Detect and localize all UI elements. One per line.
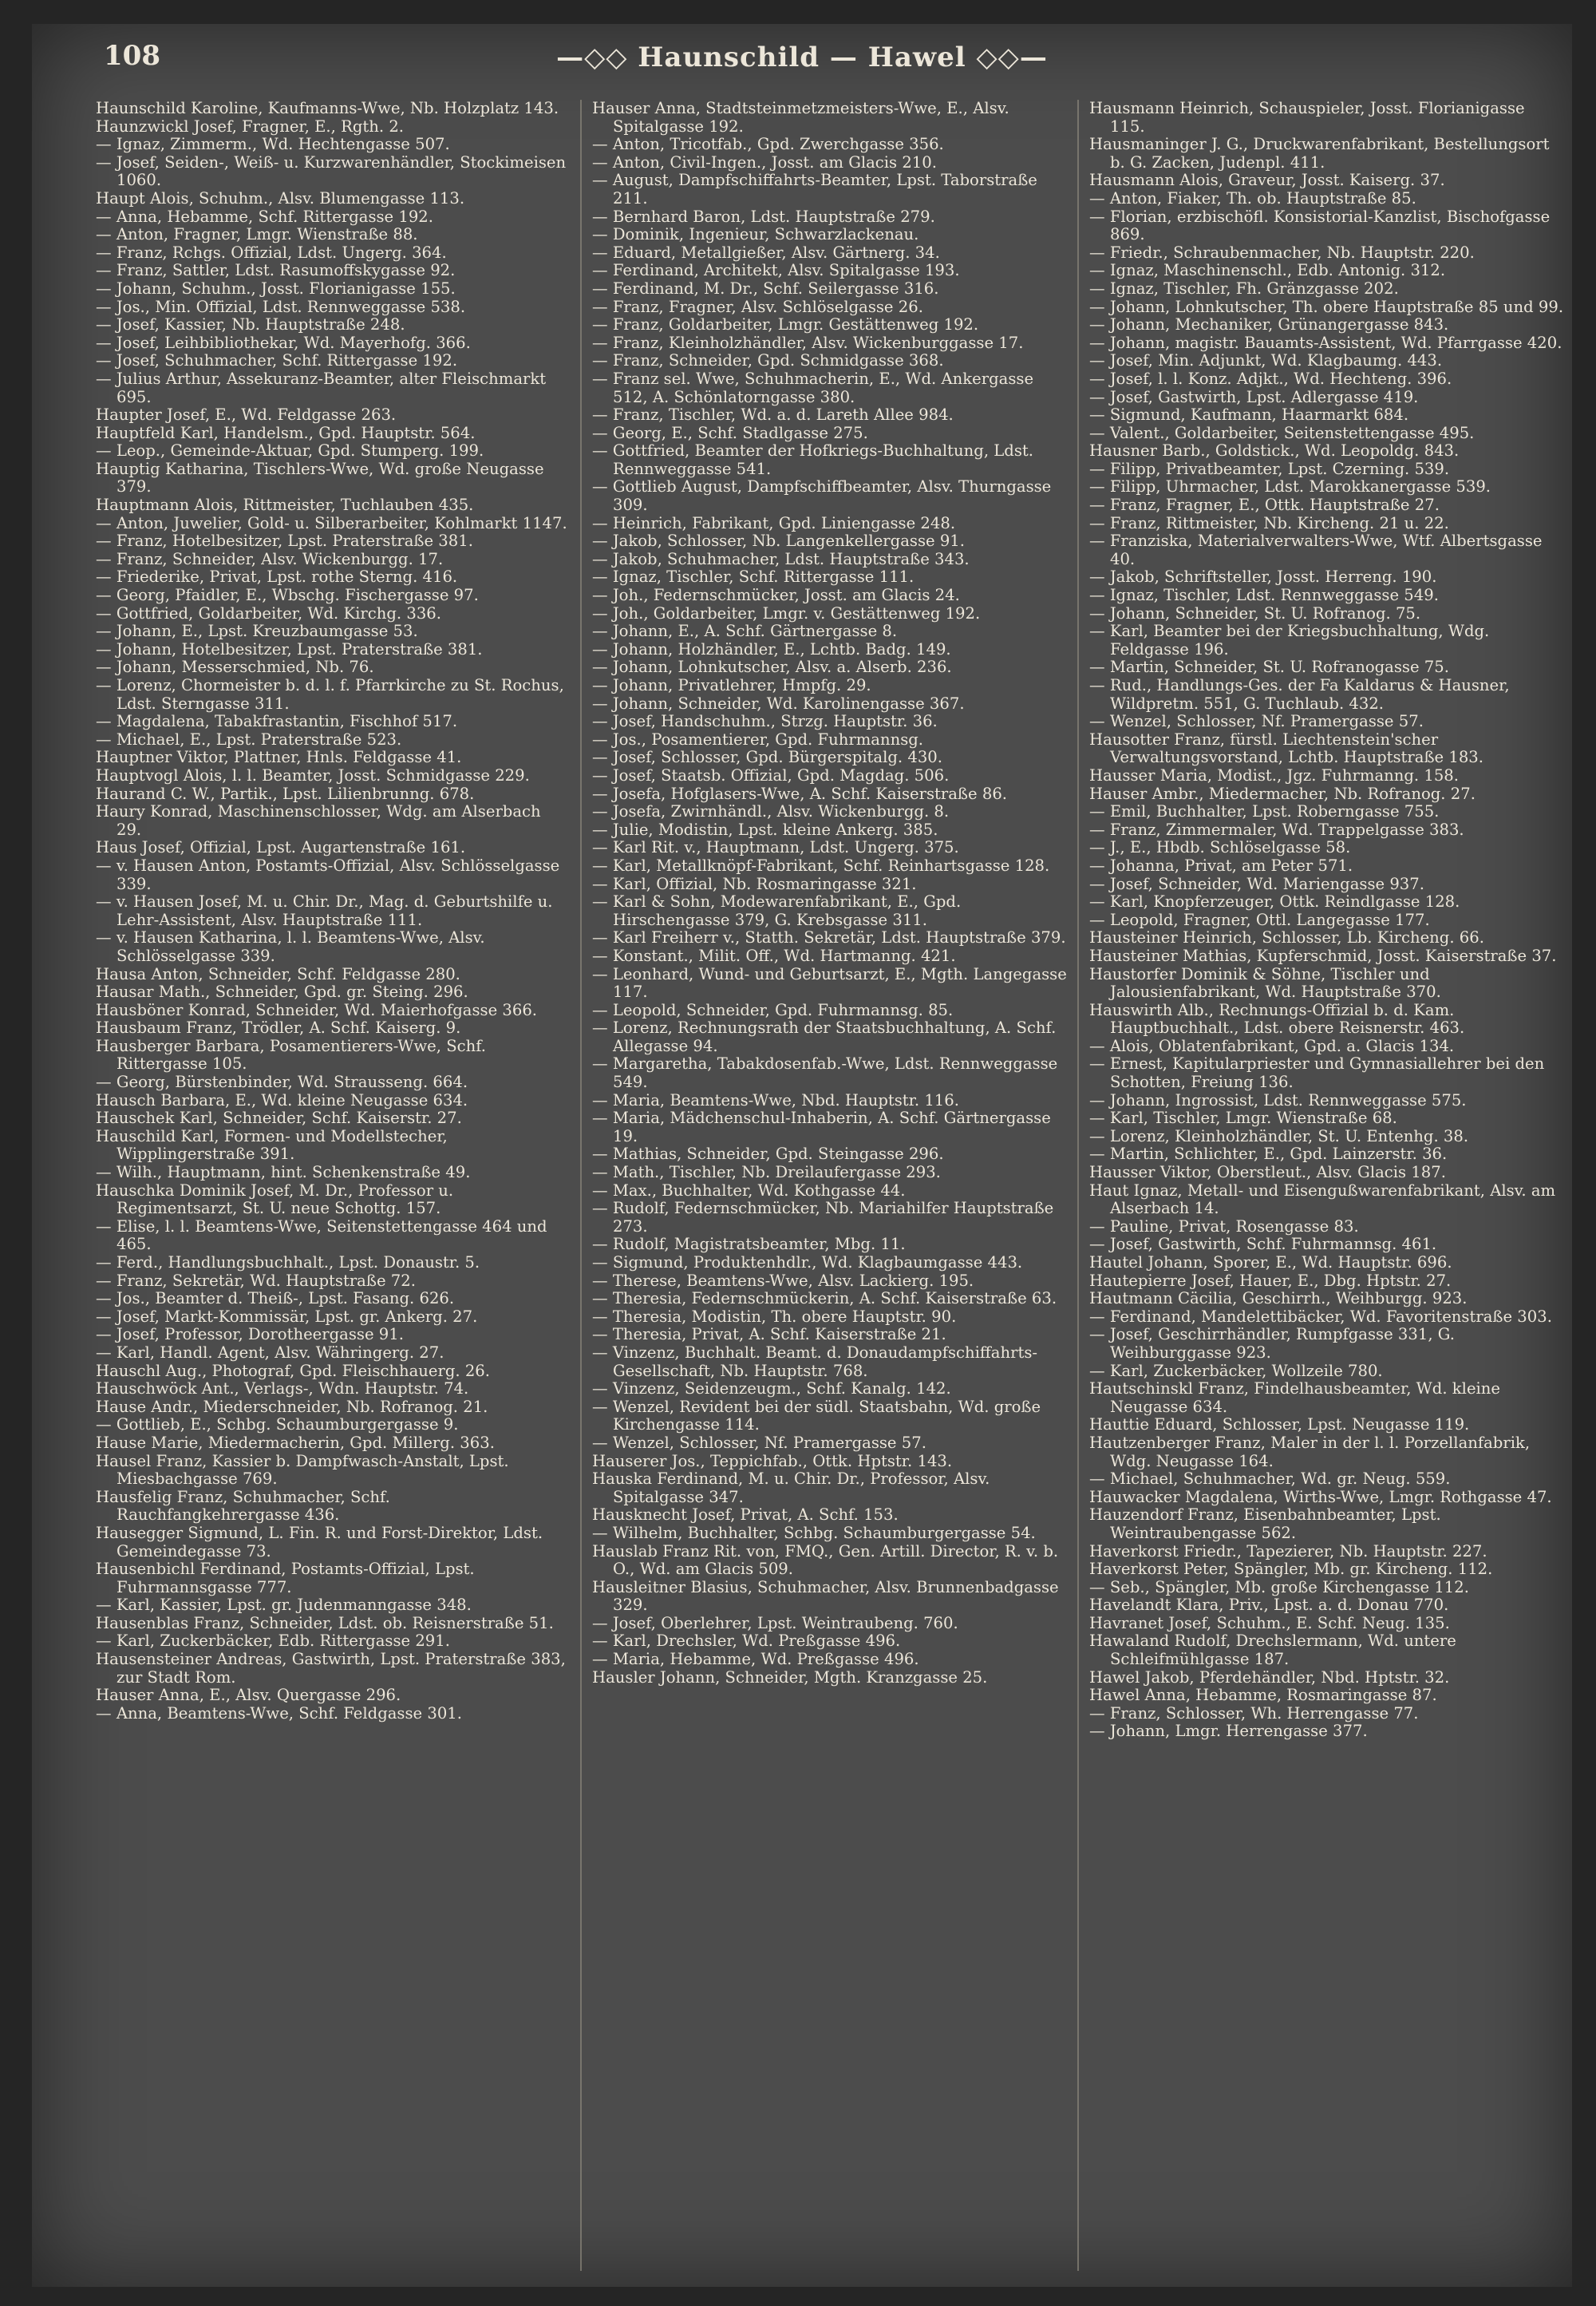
directory-entry: — Karl, Zuckerbäcker, Edb. Rittergasse 291. <box>96 1632 450 1651</box>
directory-entry: — Gottlieb August, Dampfschiffbeamter, Alsv. Thurngasse 309. <box>592 477 1052 515</box>
directory-entry: — Ferdinand, Architekt, Alsv. Spitalgasse 193. <box>592 261 960 280</box>
directory-entry: — Michael, Schuhmacher, Wd. gr. Neug. 559. <box>1089 1469 1451 1489</box>
directory-entry: Hausel Franz, Kassier b. Dampfwasch-Anstalt, Lpst. Miesbachgasse 769. <box>96 1451 509 1489</box>
directory-entry: — Sigmund, Produktenhdlr., Wd. Klagbaumgasse 443. <box>592 1253 1023 1272</box>
column-3 <box>1089 100 1564 2279</box>
directory-entry: — Johann, E., Lpst. Kreuzbaumgasse 53. <box>96 622 418 641</box>
directory-entry: Hauslab Franz Rit. von, FMQ., Gen. Artill. Director, R. v. b. O., Wd. am Glacis 509. <box>592 1541 1059 1579</box>
directory-entry: — Franz, Zimmermaler, Wd. Trappelgasse 383. <box>1089 820 1464 839</box>
directory-entry: Hauschwöck Ant., Verlags-, Wdn. Hauptstr. 74. <box>96 1379 469 1398</box>
directory-entry: Hauptmann Alois, Rittmeister, Tuchlauben 435. <box>96 496 474 515</box>
directory-entry: — Josefa, Zwirnhändl., Alsv. Wickenburgg. 8. <box>592 802 950 821</box>
column-divider <box>1077 100 1079 2271</box>
directory-entry: Hauswirth Alb., Rechnungs-Offizial b. d. Kam. Hauptbuchhalt., Ldst. obere Reisnerstr. 463. <box>1089 1000 1465 1038</box>
directory-columns <box>96 100 1572 2279</box>
directory-entry: — Franz, Fragner, Alsv. Schlöselgasse 26. <box>592 297 923 316</box>
directory-entry: — Wilhelm, Buchhalter, Schbg. Schaumburgergasse 54. <box>592 1523 1036 1542</box>
directory-entry: — Franz sel. Wwe, Schuhmacherin, E., Wd. Ankergasse 512, A. Schönlatorngasse 380. <box>592 369 1034 406</box>
directory-entry: — J., E., Hbdb. Schlöselgasse 58. <box>1089 838 1351 857</box>
directory-entry: — Lorenz, Chormeister b. d. l. f. Pfarrkirche zu St. Rochus, Ldst. Sterngasse 311. <box>96 676 564 713</box>
directory-entry: — Jakob, Schuhmacher, Ldst. Hauptstraße 343. <box>592 549 970 568</box>
running-head: —◇◇ Haunschild — Hawel ◇◇— <box>556 42 1048 73</box>
directory-entry: — Math., Tischler, Nb. Dreilaufergasse 293. <box>592 1163 941 1182</box>
directory-entry: — Elise, l. l. Beamtens-Wwe, Seitenstettengasse 464 und 465. <box>96 1216 547 1254</box>
directory-entry: — Karl, Metallknöpf-Fabrikant, Schf. Reinhartsgasse 128. <box>592 856 1050 875</box>
directory-entry: Hausteiner Heinrich, Schlosser, Lb. Kircheng. 66. <box>1089 928 1484 947</box>
directory-entry: Hauschild Karl, Formen- und Modellstecher, Wipplingerstraße 391. <box>96 1126 448 1164</box>
directory-entry: — Rudolf, Federnschmücker, Nb. Mariahilfer Hauptstraße 273. <box>592 1199 1054 1236</box>
directory-entry: — Anton, Tricotfab., Gpd. Zwerchgasse 356. <box>592 135 944 154</box>
directory-entry: Hautel Johann, Sporer, E., Wd. Hauptstr. 696. <box>1089 1253 1452 1272</box>
directory-entry: — v. Hausen Josef, M. u. Chir. Dr., Mag. d. Geburtshilfe u. Lehr-Assistent, Alsv. Hauptstraße 111. <box>96 892 553 929</box>
directory-entry: — Johann, Messerschmied, Nb. 76. <box>96 658 374 677</box>
directory-entry: — Johann, Schneider, St. U. Rofranog. 75. <box>1089 603 1421 623</box>
directory-entry: — Gottlieb, E., Schbg. Schaumburgergasse 9. <box>96 1415 459 1434</box>
directory-entry: — Theresia, Modistin, Th. obere Hauptstr. 90. <box>592 1307 957 1326</box>
directory-entry: — Johann, E., A. Schf. Gärtnergasse 8. <box>592 622 898 641</box>
directory-entry: — Lorenz, Kleinholzhändler, St. U. Entenhg. 38. <box>1089 1126 1469 1145</box>
directory-entry: — Bernhard Baron, Ldst. Hauptstraße 279. <box>592 207 935 226</box>
directory-entry: — Josef, Kassier, Nb. Hauptstraße 248. <box>96 315 405 334</box>
directory-entry: — Josef, Gastwirth, Schf. Fuhrmannsg. 461. <box>1089 1235 1437 1254</box>
directory-entry: — Anna, Hebamme, Schf. Rittergasse 192. <box>96 207 434 226</box>
directory-entry: — Heinrich, Fabrikant, Gpd. Liniengasse 248. <box>592 513 956 532</box>
directory-entry: Hausmaninger J. G., Druckwarenfabrikant, Bestellungsort b. G. Zacken, Judenpl. 411. <box>1089 135 1550 172</box>
directory-entry: Hauwacker Magdalena, Wirths-Wwe, Lmgr. Rothgasse 47. <box>1089 1487 1552 1506</box>
directory-entry: — Johann, Lohnkutscher, Alsv. a. Alserb. 236. <box>592 658 952 677</box>
directory-entry: — Georg, E., Schf. Stadlgasse 275. <box>592 423 868 442</box>
directory-entry: — Theresia, Privat, A. Schf. Kaiserstraße 21. <box>592 1325 946 1344</box>
directory-entry: Haut Ignaz, Metall- und Eisengußwarenfabrikant, Alsv. am Alserbach 14. <box>1089 1181 1556 1218</box>
directory-entry: — Eduard, Metallgießer, Alsv. Gärtnerg. 34. <box>592 243 940 262</box>
directory-entry: — Ferd., Handlungsbuchhalt., Lpst. Donaustr. 5. <box>96 1253 480 1272</box>
column-1 <box>96 100 571 2279</box>
directory-entry: Hauserer Jos., Teppichfab., Ottk. Hptstr. 143. <box>592 1451 953 1470</box>
directory-entry: Haunschild Karoline, Kaufmanns-Wwe, Nb. Holzplatz 143. <box>96 100 559 117</box>
directory-entry: — August, Dampfschiffahrts-Beamter, Lpst. Taborstraße 211. <box>592 171 1037 208</box>
directory-entry: — Theresia, Federnschmückerin, A. Schf. Kaiserstraße 63. <box>592 1289 1057 1308</box>
directory-entry: — Karl, Kassier, Lpst. gr. Judenmanngasse 348. <box>96 1596 472 1615</box>
directory-entry: Hauska Ferdinand, M. u. Chir. Dr., Professor, Alsv. Spitalgasse 347. <box>592 1469 990 1506</box>
directory-entry: — Franz, Schlosser, Wh. Herrengasse 77. <box>1089 1703 1419 1723</box>
column-divider <box>580 100 582 2271</box>
directory-entry: — Karl, Tischler, Lmgr. Wienstraße 68. <box>1089 1109 1397 1128</box>
directory-entry: Hause Andr., Miederschneider, Nb. Rofranog. 21. <box>96 1397 488 1416</box>
directory-entry: — Georg, Bürstenbinder, Wd. Strausseng. 664. <box>96 1073 468 1092</box>
directory-entry: — Ernest, Kapitularpriester und Gymnasiallehrer bei den Schotten, Freiung 136. <box>1089 1054 1545 1092</box>
directory-entry: — Franz, Sekretär, Wd. Hauptstraße 72. <box>96 1271 416 1290</box>
directory-entry: — Franz, Kleinholzhändler, Alsv. Wickenburggasse 17. <box>592 333 1024 352</box>
directory-entry: — Karl, Knopferzeuger, Ottk. Reindlgasse 128. <box>1089 892 1460 912</box>
directory-entry: — Lorenz, Rechnungsrath der Staatsbuchhaltung, A. Schf. Allegasse 94. <box>592 1019 1057 1055</box>
directory-entry: — Friederike, Privat, Lpst. rothe Sterng. 416. <box>96 568 458 587</box>
directory-entry: Hausbaum Franz, Trödler, A. Schf. Kaiserg. 9. <box>96 1019 461 1038</box>
directory-entry: Hausfelig Franz, Schuhmacher, Schf. Rauchfangkehrergasse 436. <box>96 1487 390 1525</box>
directory-entry: Haury Konrad, Maschinenschlosser, Wdg. am Alserbach 29. <box>96 802 541 839</box>
directory-entry: Hausser Maria, Modist., Jgz. Fuhrmanng. 158. <box>1089 765 1459 785</box>
document-page <box>32 24 1572 2287</box>
directory-entry: — Johanna, Privat, am Peter 571. <box>1089 856 1353 875</box>
directory-entry: — Karl, Zuckerbäcker, Wollzeile 780. <box>1089 1361 1383 1380</box>
directory-entry: — Therese, Beamtens-Wwe, Alsv. Lackierg. 195. <box>592 1271 974 1290</box>
directory-entry: — Johann, Holzhändler, E., Lchtb. Badg. 149. <box>592 639 951 659</box>
directory-entry: — Gottfried, Goldarbeiter, Wd. Kirchg. 336. <box>96 603 441 623</box>
directory-entry: Hauptvogl Alois, l. l. Beamter, Josst. Schmidgasse 229. <box>96 765 530 785</box>
directory-entry: — Ignaz, Tischler, Fh. Gränzgasse 202. <box>1089 279 1399 298</box>
directory-entry: — Jos., Beamter d. Theiß-, Lpst. Fasang. 626. <box>96 1289 455 1308</box>
directory-entry: Haupter Josef, E., Wd. Feldgasse 263. <box>96 405 397 425</box>
directory-entry: — Filipp, Privatbeamter, Lpst. Czerning. 539. <box>1089 459 1450 478</box>
directory-entry: — Josef, Seiden-, Weiß- u. Kurzwarenhändler, Stockimeisen 1060. <box>96 152 567 190</box>
directory-entry: — Georg, Pfaidler, E., Wbschg. Fischergasse 97. <box>96 586 479 605</box>
directory-entry: Hautmann Cäcilia, Geschirrh., Weihburgg. 923. <box>1089 1289 1468 1308</box>
directory-entry: — Maria, Beamtens-Wwe, Nbd. Hauptstr. 116. <box>592 1090 959 1109</box>
directory-entry: — Josefa, Hofglasers-Wwe, A. Schf. Kaiserstraße 86. <box>592 784 1008 803</box>
directory-entry: — Wilh., Hauptmann, hint. Schenkenstraße 49. <box>96 1163 471 1182</box>
directory-entry: — Maria, Hebamme, Wd. Preßgasse 496. <box>592 1650 919 1669</box>
directory-entry: — Alois, Oblatenfabrikant, Gpd. a. Glacis 134. <box>1089 1036 1455 1055</box>
directory-entry: — Karl, Beamter bei der Kriegsbuchhaltung, Wdg. Feldgasse 196. <box>1089 622 1490 659</box>
directory-entry: — Jakob, Schriftsteller, Josst. Herreng. 190. <box>1089 568 1437 587</box>
directory-entry: — Franziska, Materialverwalters-Wwe, Wtf. Albertsgasse 40. <box>1089 532 1543 568</box>
directory-entry: — Jos., Posamentierer, Gpd. Fuhrmannsg. <box>592 730 924 749</box>
directory-entry: — Karl, Handl. Agent, Alsv. Währingerg. 27. <box>96 1343 444 1362</box>
directory-entry: — Josef, Handschuhm., Strzg. Hauptstr. 36. <box>592 712 938 731</box>
directory-entry: Hautepierre Josef, Hauer, E., Dbg. Hptstr. 27. <box>1089 1271 1452 1290</box>
directory-entry: Hausler Johann, Schneider, Mgth. Kranzgasse 25. <box>592 1667 988 1687</box>
directory-entry: — Karl Freiherr v., Statth. Sekretär, Ldst. Hauptstraße 379. <box>592 928 1066 947</box>
directory-entry: — Johann, magistr. Bauamts-Assistent, Wd. Pfarrgasse 420. <box>1089 333 1562 352</box>
directory-entry: Haunzwickl Josef, Fragner, E., Rgth. 2. <box>96 117 405 136</box>
directory-entry: — Johann, Schuhm., Josst. Florianigasse 155. <box>96 279 456 298</box>
directory-entry: Hauschek Karl, Schneider, Schf. Kaiserstr. 27. <box>96 1109 462 1128</box>
directory-entry: Hausenblas Franz, Schneider, Ldst. ob. Reisnerstraße 51. <box>96 1613 554 1632</box>
directory-entry: — Pauline, Privat, Rosengasse 83. <box>1089 1216 1359 1236</box>
directory-entry: — Leopold, Schneider, Gpd. Fuhrmannsg. 85. <box>592 1000 954 1019</box>
directory-entry: Hauptig Katharina, Tischlers-Wwe, Wd. große Neugasse 379. <box>96 459 544 496</box>
directory-entry: Hausensteiner Andreas, Gastwirth, Lpst. Praterstraße 383, zur Stadt Rom. <box>96 1650 566 1687</box>
directory-entry: — Johann, Lmgr. Herrengasse 377. <box>1089 1722 1368 1741</box>
directory-entry: Hausteiner Mathias, Kupferschmid, Josst. Kaiserstraße 37. <box>1089 946 1557 965</box>
directory-entry: — Julius Arthur, Assekuranz-Beamter, alter Fleischmarkt 695. <box>96 369 547 406</box>
directory-entry: — Karl Rit. v., Hauptmann, Ldst. Ungerg. 375. <box>592 838 959 857</box>
directory-entry: — Johann, Schneider, Wd. Karolinengasse 367. <box>592 694 965 713</box>
directory-entry: — Wenzel, Schlosser, Nf. Pramergasse 57. <box>592 1433 926 1452</box>
directory-entry: — Josef, Markt-Kommissär, Lpst. gr. Ankerg. 27. <box>96 1307 478 1326</box>
directory-entry: — Max., Buchhalter, Wd. Kothgasse 44. <box>592 1181 906 1200</box>
directory-entry: — Ignaz, Zimmerm., Wd. Hechtengasse 507. <box>96 135 450 154</box>
directory-entry: — Josef, Staatsb. Offizial, Gpd. Magdag. 506. <box>592 765 950 785</box>
directory-entry: — Johann, Hotelbesitzer, Lpst. Praterstraße 381. <box>96 639 483 659</box>
directory-entry: — Margaretha, Tabakdosenfab.-Wwe, Ldst. Rennweggasse 549. <box>592 1054 1058 1092</box>
directory-entry: Hautschinskl Franz, Findelhausbeamter, Wd. kleine Neugasse 634. <box>1089 1379 1501 1416</box>
directory-entry: — Julie, Modistin, Lpst. kleine Ankerg. 385. <box>592 820 938 839</box>
directory-entry: Hausmann Heinrich, Schauspieler, Josst. Florianigasse 115. <box>1089 100 1525 136</box>
directory-entry: Hautzenberger Franz, Maler in der l. l. Porzellanfabrik, Wdg. Neugasse 164. <box>1089 1433 1531 1470</box>
directory-entry: Hauschka Dominik Josef, M. Dr., Professor u. Regimentsarzt, St. U. neue Schottg. 157. <box>96 1181 454 1218</box>
directory-entry: Hausotter Franz, fürstl. Liechtenstein'scher Verwaltungsvorstand, Lchtb. Hauptstraße 183. <box>1089 730 1484 767</box>
directory-entry: Haverkorst Friedr., Tapezierer, Nb. Hauptstr. 227. <box>1089 1541 1487 1560</box>
directory-entry: — Franz, Goldarbeiter, Lmgr. Gestättenweg 192. <box>592 315 979 334</box>
directory-entry: — Josef, Schneider, Wd. Mariengasse 937. <box>1089 874 1424 893</box>
directory-entry: — Ferdinand, Mandelettibäcker, Wd. Favoritenstraße 303. <box>1089 1307 1552 1326</box>
directory-entry: — Franz, Hotelbesitzer, Lpst. Praterstraße 381. <box>96 532 473 551</box>
directory-entry: — Ignaz, Tischler, Ldst. Rennweggasse 549. <box>1089 586 1439 605</box>
directory-entry: — v. Hausen Anton, Postamts-Offizial, Alsv. Schlösselgasse 339. <box>96 856 560 893</box>
directory-entry: Haupt Alois, Schuhm., Alsv. Blumengasse 113. <box>96 188 465 208</box>
directory-entry: Hausner Barb., Goldstick., Wd. Leopoldg. 843. <box>1089 441 1460 461</box>
directory-entry: Hausknecht Josef, Privat, A. Schf. 153. <box>592 1505 899 1525</box>
directory-entry: — Ignaz, Tischler, Schf. Rittergasse 111. <box>592 568 915 587</box>
directory-entry: — Maria, Mädchenschul-Inhaberin, A. Schf. Gärtnergasse 19. <box>592 1109 1051 1145</box>
directory-entry: — Josef, Min. Adjunkt, Wd. Klagbaumg. 443. <box>1089 351 1443 370</box>
directory-entry: Hausegger Sigmund, L. Fin. R. und Forst-Direktor, Ldst. Gemeindegasse 73. <box>96 1523 543 1560</box>
directory-entry: — Josef, Schuhmacher, Schf. Rittergasse 192. <box>96 351 458 370</box>
directory-entry: Haustorfer Dominik & Söhne, Tischler und Jalousienfabrikant, Wd. Hauptstraße 370. <box>1089 964 1441 1002</box>
directory-entry: — Franz, Schneider, Alsv. Wickenburgg. 17. <box>96 549 444 568</box>
directory-entry: — Anton, Fragner, Lmgr. Wienstraße 88. <box>96 225 418 244</box>
directory-entry: — Michael, E., Lpst. Praterstraße 523. <box>96 730 402 749</box>
directory-entry: — Dominik, Ingenieur, Schwarzlackenau. <box>592 225 919 244</box>
directory-entry: Hause Marie, Miedermacherin, Gpd. Millerg. 363. <box>96 1433 495 1452</box>
directory-entry: — Anton, Fiaker, Th. ob. Hauptstraße 85. <box>1089 188 1416 208</box>
directory-entry: — Vinzenz, Buchhalt. Beamt. d. Donaudampfschiffahrts-Gesellschaft, Nb. Hauptstr. 768. <box>592 1343 1038 1380</box>
directory-entry: — Anna, Beamtens-Wwe, Schf. Feldgasse 301. <box>96 1703 462 1723</box>
directory-entry: — Ferdinand, M. Dr., Schf. Seilergasse 316. <box>592 279 939 298</box>
directory-entry: Hauptner Viktor, Plattner, Hnls. Feldgasse 41. <box>96 748 462 767</box>
directory-entry: Hausböner Konrad, Schneider, Wd. Maierhofgasse 366. <box>96 1000 538 1019</box>
directory-entry: — Mathias, Schneider, Gpd. Steingasse 296. <box>592 1145 944 1164</box>
directory-entry: — Anton, Civil-Ingen., Josst. am Glacis 210. <box>592 152 937 172</box>
directory-entry: Hausenbichl Ferdinand, Postamts-Offizial, Lpst. Fuhrmannsgasse 777. <box>96 1560 475 1596</box>
directory-entry: Hawel Anna, Hebamme, Rosmaringasse 87. <box>1089 1686 1437 1705</box>
directory-entry: — Gottfried, Beamter der Hofkriegs-Buchhaltung, Ldst. Rennweggasse 541. <box>592 441 1034 478</box>
directory-entry: — Franz, Sattler, Ldst. Rasumoffskygasse 92. <box>96 261 456 280</box>
directory-entry: — Filipp, Uhrmacher, Ldst. Marokkanergasse 539. <box>1089 477 1491 496</box>
directory-entry: Hausberger Barbara, Posamentierers-Wwe, Schf. Rittergasse 105. <box>96 1036 487 1074</box>
directory-entry: — Franz, Rittmeister, Nb. Kircheng. 21 u. 22. <box>1089 513 1449 532</box>
directory-entry: Hausleitner Blasius, Schuhmacher, Alsv. Brunnenbadgasse 329. <box>592 1577 1059 1615</box>
directory-entry: Hauschl Aug., Photograf, Gpd. Fleischhauerg. 26. <box>96 1361 491 1380</box>
directory-entry: Hauser Ambr., Miedermacher, Nb. Rofranog. 27. <box>1089 784 1476 803</box>
directory-entry: — Josef, Geschirrhändler, Rumpfgasse 331, G. Weihburggasse 923. <box>1089 1325 1455 1362</box>
directory-entry: — Martin, Schneider, St. U. Rofranogasse 75. <box>1089 658 1449 677</box>
directory-entry: — Franz, Schneider, Gpd. Schmidgasse 368. <box>592 351 944 370</box>
directory-entry: Hausar Math., Schneider, Gpd. gr. Steing. 296. <box>96 983 468 1002</box>
directory-entry: Hausch Barbara, E., Wd. kleine Neugasse 634. <box>96 1090 468 1109</box>
directory-entry: — Anton, Juwelier, Gold- u. Silberarbeiter, Kohlmarkt 1147. <box>96 513 567 532</box>
directory-entry: — Florian, erzbischöfl. Konsistorial-Kanzlist, Bischofgasse 869. <box>1089 207 1551 244</box>
directory-entry: — Vinzenz, Seidenzeugm., Schf. Kanalg. 142. <box>592 1379 951 1398</box>
directory-entry: Haurand C. W., Partik., Lpst. Lilienbrunng. 678. <box>96 784 475 803</box>
directory-entry: Hausa Anton, Schneider, Schf. Feldgasse 280. <box>96 964 460 983</box>
directory-entry: Hauttie Eduard, Schlosser, Lpst. Neugasse 119. <box>1089 1415 1470 1434</box>
directory-entry: — Konstant., Milit. Off., Wd. Hartmanng. 421. <box>592 946 956 965</box>
directory-entry: — Seb., Spängler, Mb. große Kirchengasse 112. <box>1089 1577 1469 1596</box>
directory-entry: — Leopold, Fragner, Ottl. Langegasse 177. <box>1089 910 1430 929</box>
directory-entry: — Wenzel, Revident bei der südl. Staatsbahn, Wd. große Kirchengasse 114. <box>592 1397 1041 1434</box>
directory-entry: — Josef, Schlosser, Gpd. Bürgerspitalg. 430. <box>592 748 942 767</box>
directory-entry: — Valent., Goldarbeiter, Seitenstettengasse 495. <box>1089 423 1475 442</box>
directory-entry: — Rud., Handlungs-Ges. der Fa Kaldarus & Hausner, Wildpretm. 551, G. Tuchlaub. 432. <box>1089 676 1510 713</box>
page-header <box>32 34 1572 89</box>
directory-entry: — Karl & Sohn, Modewarenfabrikant, E., Gpd. Hirschengasse 379, G. Krebsgasse 311. <box>592 892 962 929</box>
directory-entry: — Rudolf, Magistratsbeamter, Mbg. 11. <box>592 1235 906 1254</box>
directory-entry: — v. Hausen Katharina, l. l. Beamtens-Wwe, Alsv. Schlösselgasse 339. <box>96 928 485 965</box>
column-2 <box>592 100 1067 2279</box>
directory-entry: — Josef, Oberlehrer, Lpst. Weintraubeng. 760. <box>592 1613 958 1632</box>
directory-entry: Hausser Viktor, Oberstleut., Alsv. Glacis 187. <box>1089 1163 1446 1182</box>
directory-entry: — Josef, Gastwirth, Lpst. Adlergasse 419. <box>1089 387 1419 406</box>
directory-entry: — Josef, Leihbibliothekar, Wd. Mayerhofg. 366. <box>96 333 471 352</box>
directory-entry: — Franz, Fragner, E., Ottk. Hauptstraße 27. <box>1089 496 1440 515</box>
directory-entry: — Friedr., Schraubenmacher, Nb. Hauptstr. 220. <box>1089 243 1475 262</box>
directory-entry: — Karl, Offizial, Nb. Rosmaringasse 321. <box>592 874 917 893</box>
directory-entry: Hauptfeld Karl, Handelsm., Gpd. Hauptstr. 564. <box>96 423 476 442</box>
directory-entry: — Sigmund, Kaufmann, Haarmarkt 684. <box>1089 405 1409 425</box>
directory-entry: — Wenzel, Schlosser, Nf. Pramergasse 57. <box>1089 712 1424 731</box>
directory-entry: — Leop., Gemeinde-Aktuar, Gpd. Stumperg. 199. <box>96 441 484 461</box>
directory-entry: — Johann, Lohnkutscher, Th. obere Hauptstraße 85 und 99. <box>1089 297 1564 316</box>
directory-entry: — Emil, Buchhalter, Lpst. Roberngasse 755. <box>1089 802 1440 821</box>
directory-entry: — Johann, Privatlehrer, Hmpfg. 29. <box>592 676 871 694</box>
directory-entry: — Magdalena, Tabakfrastantin, Fischhof 517. <box>96 712 458 731</box>
directory-entry: — Karl, Drechsler, Wd. Preßgasse 496. <box>592 1632 901 1651</box>
directory-entry: — Martin, Schlichter, E., Gpd. Lainzerstr. 36. <box>1089 1145 1448 1164</box>
directory-entry: — Josef, l. l. Konz. Adjkt., Wd. Hechteng. 396. <box>1089 369 1452 388</box>
directory-entry: — Franz, Rchgs. Offizial, Ldst. Ungerg. 364. <box>96 243 447 262</box>
directory-entry: Havelandt Klara, Priv., Lpst. a. d. Donau 770. <box>1089 1596 1449 1615</box>
directory-entry: Hauser Anna, E., Alsv. Quergasse 296. <box>96 1686 401 1705</box>
directory-entry: — Joh., Goldarbeiter, Lmgr. v. Gestättenweg 192. <box>592 603 981 623</box>
directory-entry: Hauser Anna, Stadtsteinmetzmeisters-Wwe, E., Alsv. Spitalgasse 192. <box>592 100 1009 136</box>
directory-entry: Hauzendorf Franz, Eisenbahnbeamter, Lpst. Weintraubengasse 562. <box>1089 1505 1441 1542</box>
directory-entry: — Franz, Tischler, Wd. a. d. Lareth Allee 984. <box>592 405 954 425</box>
directory-entry: Havranet Josef, Schuhm., E. Schf. Neug. 135. <box>1089 1613 1450 1632</box>
directory-entry: — Jos., Min. Offizial, Ldst. Rennweggasse 538. <box>96 297 466 316</box>
directory-entry: — Johann, Mechaniker, Grünangergasse 843. <box>1089 315 1449 334</box>
directory-entry: Hawaland Rudolf, Drechslermann, Wd. untere Schleifmühlgasse 187. <box>1089 1632 1456 1669</box>
directory-entry: Haverkorst Peter, Spängler, Mb. gr. Kircheng. 112. <box>1089 1560 1493 1579</box>
directory-entry: Hausmann Alois, Graveur, Josst. Kaiserg. 37. <box>1089 171 1445 190</box>
directory-entry: Haus Josef, Offizial, Lpst. Augartenstraße 161. <box>96 838 466 857</box>
directory-entry: — Johann, Ingrossist, Ldst. Rennweggasse 575. <box>1089 1090 1467 1109</box>
directory-entry: Hawel Jakob, Pferdehändler, Nbd. Hptstr. 32. <box>1089 1667 1450 1687</box>
directory-entry: — Joh., Federnschmücker, Josst. am Glacis 24. <box>592 586 960 605</box>
page-number: 108 <box>104 40 160 72</box>
directory-entry: — Leonhard, Wund- und Geburtsarzt, E., Mgth. Langegasse 117. <box>592 964 1067 1002</box>
directory-entry: — Josef, Professor, Dorotheergasse 91. <box>96 1325 404 1344</box>
directory-entry: — Jakob, Schlosser, Nb. Langenkellergasse 91. <box>592 532 965 551</box>
directory-entry: — Ignaz, Maschinenschl., Edb. Antonig. 312. <box>1089 261 1446 280</box>
